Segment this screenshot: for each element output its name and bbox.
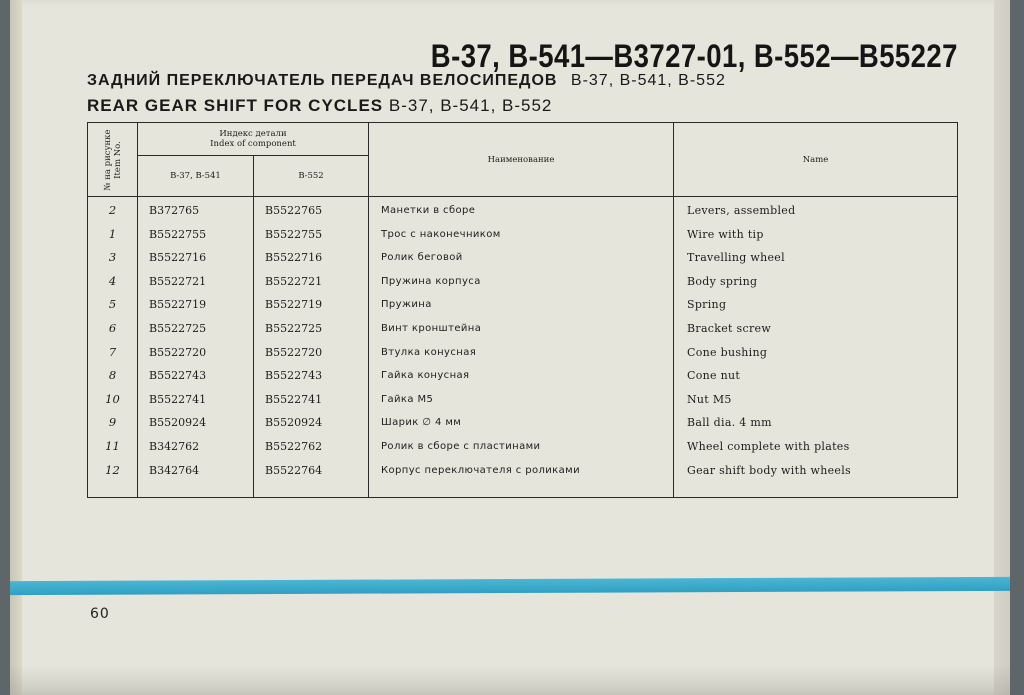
header-col-b37: В-37, В-541 (138, 156, 254, 197)
item-no: 6 (108, 320, 117, 335)
b37-index: В5522721 (149, 274, 207, 288)
name-en: Levers, assembled (687, 204, 796, 217)
item-no: 1 (108, 226, 117, 241)
b37-index: В5522716 (149, 251, 207, 265)
b552-index: В5522719 (265, 298, 323, 312)
b552-index: В5522720 (265, 345, 323, 359)
item-no: 12 (105, 462, 120, 477)
b37-index: В5522720 (149, 345, 207, 359)
header-item-no (88, 123, 138, 197)
name-en: Nut M5 (687, 392, 732, 406)
name-ru: Корпус переключателя с роликами (381, 464, 580, 476)
name-ru: Пружина корпуса (381, 275, 481, 287)
b37-index: В5522741 (149, 392, 207, 406)
b552-index: В5520924 (265, 416, 323, 430)
name-en: Travelling wheel (687, 251, 785, 265)
name-ru: Пружина (381, 299, 432, 311)
name-en: Spring (687, 298, 727, 312)
b552-index: В5522755 (265, 227, 323, 241)
b552-index: В5522765 (265, 204, 323, 217)
item-no: 8 (108, 368, 117, 383)
name-en: Cone bushing (687, 345, 768, 359)
header-item-no-ru: № на рисунке (102, 128, 113, 191)
title-russian-text: ЗАДНИЙ ПЕРЕКЛЮЧАТЕЛЬ ПЕРЕДАЧ ВЕЛОСИПЕДОВ (87, 72, 558, 89)
name-en: Bracket screw (687, 321, 772, 335)
title-russian (87, 72, 726, 90)
header-name-en: Name (674, 123, 958, 197)
name-ru: Ролик беговой (381, 252, 463, 264)
name-ru-column (369, 197, 674, 498)
b37-index: В5522743 (149, 369, 207, 383)
title-english-text: REAR GEAR SHIFT FOR CYCLES (87, 96, 384, 115)
item-no: 11 (105, 438, 120, 453)
page-shadow (10, 665, 1010, 695)
item-no: 7 (108, 344, 117, 359)
b552-index: В5522725 (265, 321, 323, 335)
b37-index: В5522719 (149, 298, 207, 312)
book-page (10, 0, 1010, 695)
header-index (138, 123, 369, 156)
name-ru: Гайка М5 (381, 393, 434, 405)
name-ru: Винт кронштейна (381, 322, 482, 334)
b37-index: В5522755 (149, 227, 207, 241)
b37-index: В342764 (149, 463, 200, 477)
b37-index: В372765 (149, 204, 200, 217)
b552-index: В5522721 (265, 274, 323, 288)
title-english-models: В-37, В-541, В-552 (388, 96, 553, 115)
name-ru: Ролик в сборе с пластинами (381, 440, 541, 452)
item-no: 5 (108, 297, 117, 312)
name-en: Cone nut (687, 369, 741, 383)
b37-index: В342762 (149, 439, 200, 453)
name-en-column (674, 197, 958, 498)
b37-index: В5520924 (149, 416, 207, 430)
name-en: Wire with tip (687, 227, 764, 241)
accent-band (10, 577, 1010, 595)
b552-index: В5522741 (265, 392, 323, 406)
name-en: Wheel complete with plates (687, 439, 850, 453)
item-no-column (88, 197, 138, 498)
item-no: 4 (108, 273, 117, 288)
name-ru: Втулка конусная (381, 346, 477, 358)
title-english (87, 96, 552, 116)
item-no: 2 (108, 203, 117, 217)
b552-index: В5522743 (265, 369, 323, 383)
parts-table (87, 122, 958, 498)
name-en: Ball dia. 4 mm (687, 416, 772, 430)
name-en: Gear shift body with wheels (687, 463, 851, 477)
header-index-en: Index of component (210, 139, 296, 149)
name-ru: Шарик ∅ 4 мм (381, 417, 462, 429)
b552-index-column (254, 197, 369, 498)
model-title: В-37, В-541—В3727-01, В-552—В55227 (430, 38, 958, 74)
b552-index: В5522716 (265, 251, 323, 265)
header-item-no-en: Item No. (112, 140, 123, 179)
item-no: 3 (108, 250, 117, 265)
name-en: Body spring (687, 274, 758, 288)
name-ru: Манетки в сборе (381, 205, 476, 216)
header-col-b552: В-552 (254, 156, 369, 197)
name-ru: Трос с наконечником (381, 228, 501, 240)
title-russian-models: В-37, В-541, В-552 (570, 72, 726, 89)
header-index-ru: Индекс детали (219, 129, 287, 139)
name-ru: Гайка конусная (381, 370, 470, 382)
item-no: 10 (105, 391, 120, 406)
page-number: 60 (90, 606, 110, 622)
b552-index: В5522762 (265, 439, 323, 453)
item-no: 9 (108, 415, 117, 430)
b37-index-column (138, 197, 254, 498)
b37-index: В5522725 (149, 321, 207, 335)
header-name-ru: Наименование (369, 123, 674, 197)
b552-index: В5522764 (265, 463, 323, 477)
